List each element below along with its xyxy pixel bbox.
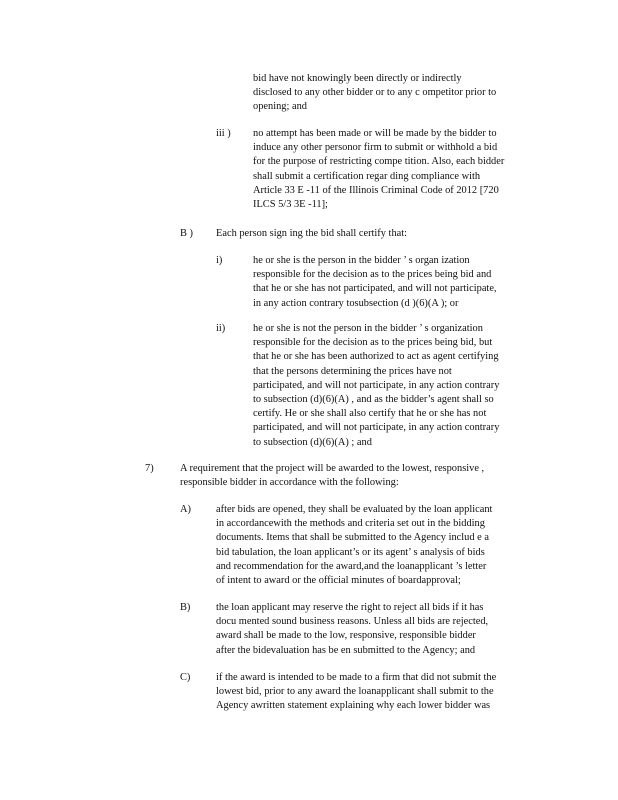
text-line: documents. Items that shall be submitted to the Agency includ e a: [216, 532, 489, 544]
text-line: after the bidevaluation has be en submitted to the Agency; and: [216, 644, 476, 656]
clause-label: B): [180, 602, 191, 613]
clause-text: [253, 127, 504, 212]
text-line: he or she is not the person in the bidder ’ s organization: [253, 323, 483, 334]
text-line: in accordancewith the methods and criteria set out in the bidding: [216, 518, 485, 530]
clause-text: [216, 671, 496, 714]
text-line: no attempt has been made or will be made by the bidder to: [253, 128, 497, 139]
clause-label: A): [180, 504, 191, 515]
text-line: certify. He or she shall also certify that he or she has not: [253, 408, 487, 420]
text-line: Each person sign ing the bid shall certify that:: [216, 228, 408, 239]
section-text: [180, 462, 484, 490]
text-line: if the award is intended to be made to a firm that did not submit the: [216, 672, 497, 683]
text-line: he or she is the person in the bidder ’ s organ ization: [253, 255, 470, 266]
text-line: induce any other personor firm to submit or withhold a bid: [253, 142, 498, 154]
text-line: Agency awritten statement explaining why each lower bidder was: [216, 700, 491, 712]
text-line: after bids are opened, they shall be evaluated by the loan applicant: [216, 504, 493, 515]
text-line: A requirement that the project will be awarded to the lowest, responsive ,: [180, 463, 485, 474]
text-line: responsible bidder in accordance with the following:: [180, 477, 399, 489]
text-line: that the persons determining the prices have not: [253, 365, 452, 377]
clause-label: i): [216, 255, 223, 266]
clause-label: ii): [216, 323, 226, 334]
text-line: award shall be made to the low, responsive, responsible bidder: [216, 630, 476, 642]
text-line: bid tabulation, the loan applicant’s or its agent’ s analysis of bids: [216, 546, 485, 558]
clause-label: iii ): [216, 128, 231, 139]
text-line: the loan applicant may reserve the right to reject all bids if it has: [216, 602, 484, 613]
text-line: Article 33 E -11 of the Illinois Criminal Code of 2012 [720: [253, 184, 499, 196]
clause-text: [216, 227, 407, 241]
clause-text: [253, 254, 497, 311]
text-line: to subsection (d)(6)(A) , and as the bidder’s agent shall so: [253, 394, 494, 406]
text-line: shall submit a certification regar ding compliance with: [253, 170, 481, 182]
text-line: participated, and will not participate, in any action contrary: [253, 379, 500, 391]
text-line: of intent to award or the official minutes of boardapproval;: [216, 575, 461, 587]
text-line: and recommendation for the award,and the loanapplicant ’s letter: [216, 560, 487, 572]
text-line: disclosed to any other bidder or to any c ompetitor prior to: [253, 87, 497, 99]
text-line: for the purpose of restricting compe tition. Also, each bidder: [253, 156, 505, 168]
text-line: bid have not knowingly been directly or indirectly: [253, 73, 462, 84]
text-line: in any action contrary tosubsection (d )(6)(A ); or: [253, 297, 459, 309]
text-line: responsible for the decision as to the prices being bid, but: [253, 337, 493, 349]
text-line: responsible for the decision as to the prices being bid and: [253, 269, 492, 281]
clause-text: [216, 601, 488, 658]
text-line: ILCS 5/3 3E -11];: [253, 199, 328, 211]
text-line: that he or she has been authorized to act as agent certifying: [253, 351, 499, 363]
text-line: opening; and: [253, 101, 307, 113]
paragraph-lines: [253, 72, 496, 115]
text-line: that he or she has not participated, and will not participate,: [253, 283, 497, 295]
clause-label: C): [180, 672, 191, 683]
clause-text: [253, 322, 499, 450]
section-label: 7): [145, 463, 154, 474]
text-line: to subsection (d)(6)(A) ; and: [253, 436, 372, 448]
text-line: lowest bid, prior to any award the loanapplicant shall submit to the: [216, 686, 494, 698]
text-line: docu mented sound business reasons. Unless all bids are rejected,: [216, 616, 489, 628]
text-line: participated, and will not participate, in any action contrary: [253, 422, 500, 434]
clause-text: [216, 503, 492, 588]
clause-label: B ): [180, 228, 193, 239]
